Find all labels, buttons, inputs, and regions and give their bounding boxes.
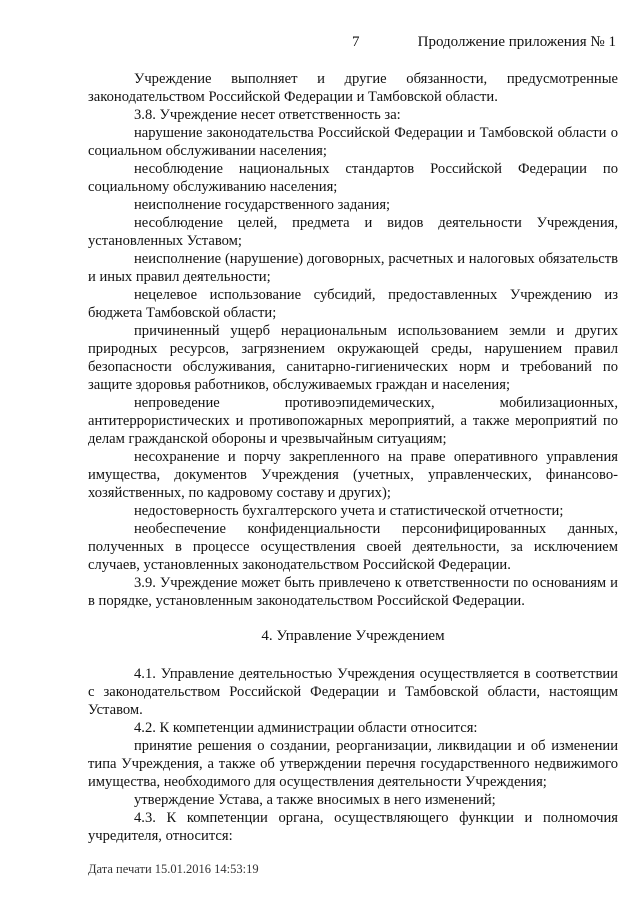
paragraph: принятие решения о создании, реорганизации, ликвидации и об изменении типа Учреждения, а также об утверждении перечня государственного недвижимого имущества, необходимого для осуществления деятельности Учреждения; <box>88 738 618 790</box>
paragraph: 3.9. Учреждение может быть привлечено к ответственности по основаниям и в порядке, установленным законодательством Российской Федерации. <box>88 575 618 609</box>
paragraph: несохранение и порчу закрепленного на праве оперативного управления имущества, документов Учреждения (учетных, управленческих, финансово-хозяйственных, по кадровому составу и других); <box>88 449 618 501</box>
paragraph: несоблюдение национальных стандартов Российской Федерации по социальному обслуживанию населения; <box>88 161 618 195</box>
paragraph: 4.3. К компетенции органа, осуществляющего функции и полномочия учредителя, относится: <box>88 810 618 844</box>
paragraph: нецелевое использование субсидий, предоставленных Учреждению из бюджета Тамбовской области; <box>88 287 618 321</box>
page-number: 7 <box>352 34 360 50</box>
paragraph: несоблюдение целей, предмета и видов деятельности Учреждения, установленных Уставом; <box>88 215 618 249</box>
paragraph: нарушение законодательства Российской Федерации и Тамбовской области о социальном обслуживании населения; <box>88 125 618 159</box>
paragraph: неисполнение (нарушение) договорных, расчетных и налоговых обязательств и иных правил деятельности; <box>88 251 618 285</box>
print-date: Дата печати 15.01.2016 14:53:19 <box>88 862 259 876</box>
paragraph: утверждение Устава, а также вносимых в него изменений; <box>134 792 496 808</box>
paragraph: неисполнение государственного задания; <box>134 197 391 213</box>
paragraph: непроведение противоэпидемических, мобилизационных, антитеррористических и противопожарных мероприятий, а также мероприятий по делам гражданской обороны и чрезвычайным ситуациям; <box>88 395 618 447</box>
document-body <box>88 70 618 845</box>
paragraph: необеспечение конфиденциальности персонифицированных данных, полученных в процессе осуществления своей деятельности, за исключением случаев, установленных законодательством Российской Федерации. <box>88 521 618 573</box>
paragraph: 3.8. Учреждение несет ответственность за: <box>134 107 401 123</box>
paragraph: 4.1. Управление деятельностью Учреждения осуществляется в соответствии с законодательством Российской Федерации и Тамбовской области, настоящим Уставом. <box>88 666 618 718</box>
paragraph: Учреждение выполняет и другие обязанности, предусмотренные законодательством Российской Федерации и Тамбовской области. <box>88 71 618 105</box>
paragraph: недостоверность бухгалтерского учета и статистической отчетности; <box>134 503 564 519</box>
paragraph: 4.2. К компетенции администрации области относится: <box>134 720 478 736</box>
paragraph: причиненный ущерб нерациональным использованием земли и других природных ресурсов, загрязнением окружающей среды, нарушением правил безопасности обслуживания, санитарно-гигиенических норм и требований по защите здоровья работников, обслуживаемых граждан и населения; <box>88 323 618 393</box>
section-heading: 4. Управление Учреждением <box>261 628 445 644</box>
appendix-header: Продолжение приложения № 1 <box>417 34 616 50</box>
